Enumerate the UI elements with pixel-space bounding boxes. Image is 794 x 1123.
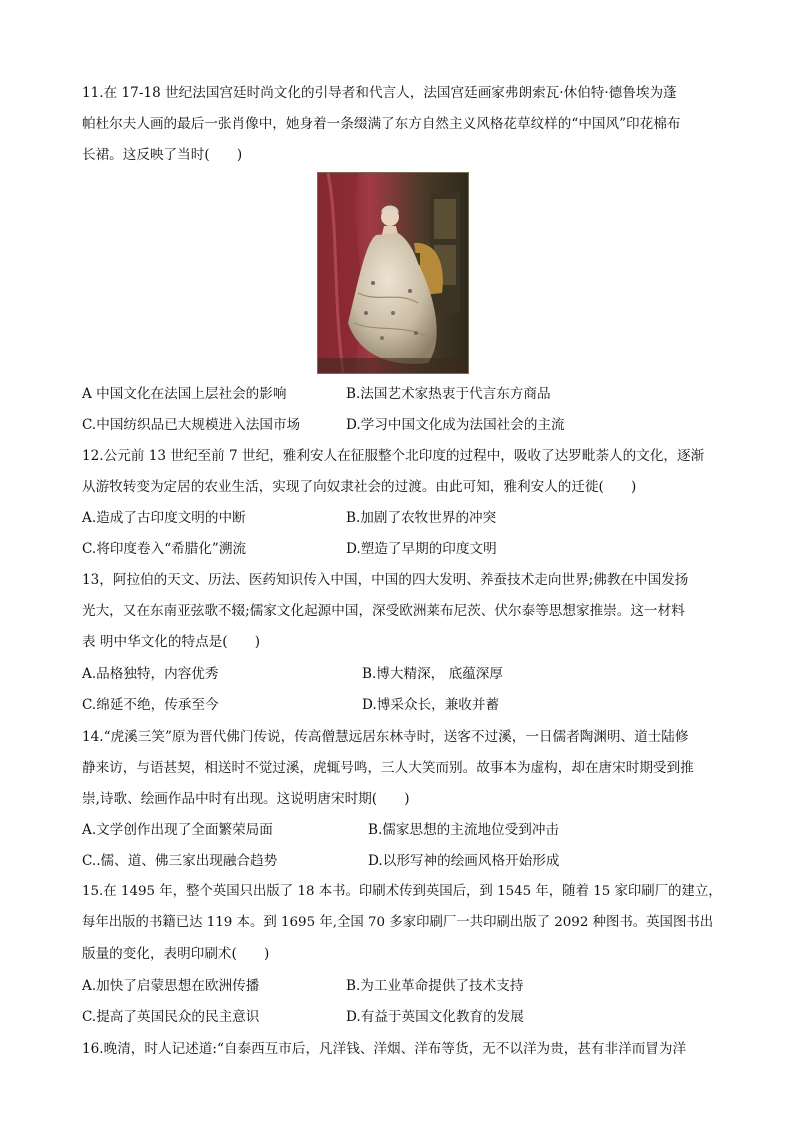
q15-option-b: B.为工业革命提供了技术支持 bbox=[346, 978, 524, 994]
q13-line-1: 13，阿拉伯的天文、历法、医药知识传入中国，中国的四大发明、养蚕技术走向世界;佛教在中国发扬 bbox=[82, 572, 689, 588]
q15-option-a: A.加快了启蒙思想在欧洲传播 bbox=[82, 978, 260, 994]
q12-line-2: 从游牧转变为定居的农业生活，实现了向奴隶社会的过渡。由此可知，雅利安人的迁徙( ) bbox=[82, 479, 637, 495]
q15-line-2: 每年出版的书籍已达 119 本。到 1695 年,全国 70 多家印刷厂一共印刷出版了 2092 种图书。英国图书出 bbox=[82, 915, 714, 930]
q11-line-3: 长裙。这反映了当时( ) bbox=[82, 147, 243, 163]
q12-line-1: 12.公元前 13 世纪至前 7 世纪，雅利安人在征服整个北印度的过程中，吸收了达罗毗荼人的文化，逐渐 bbox=[82, 448, 705, 464]
q13-option-a: A.品格独特，内容优秀 bbox=[82, 666, 219, 682]
q16-line-1: 16.晚清，时人记述道:“自泰西互市后，凡洋钱、洋烟、洋布等货，无不以洋为贵，甚有非洋而冒为洋 bbox=[82, 1041, 687, 1057]
q13-option-b: B.博大精深， 底蕴深厚 bbox=[362, 666, 503, 682]
q11-option-d: D.学习中国文化成为法国社会的主流 bbox=[346, 417, 565, 433]
q14-option-a: A.文学创作出现了全面繁荣局面 bbox=[82, 822, 273, 838]
q14-line-2: 静来访，与语甚契，相送时不觉过溪，虎辄号鸣，三人大笑而别。故事本为虚构，却在唐宋时期受到推 bbox=[82, 760, 694, 776]
q14-line-1: 14.“虎溪三笑”原为晋代佛门传说，传高僧慧远居东林寺时，送客不过溪，一日儒者陶渊明、道士陆修 bbox=[82, 729, 689, 745]
q12-option-d: D.塑造了早期的印度文明 bbox=[346, 541, 497, 557]
q11-option-b: B.法国艺术家热衷于代言东方商品 bbox=[346, 386, 551, 402]
q11-option-c: C.中国纺织品已大规模进入法国市场 bbox=[82, 417, 301, 433]
portrait-painting bbox=[318, 173, 468, 373]
q12-option-b: B.加剧了农牧世界的冲突 bbox=[346, 510, 497, 526]
q11-line-1: 11.在 17-18 世纪法国宫廷时尚文化的引导者和代言人，法国宫廷画家弗朗索瓦·休伯特·德鲁埃为蓬 bbox=[82, 85, 677, 101]
q12-option-a: A.造成了古印度文明的中断 bbox=[82, 510, 246, 526]
q15-option-d: D.有益于英国文化教育的发展 bbox=[346, 1009, 524, 1025]
q13-line-2: 光大，又在东南亚弦歌不辍;儒家文化起源中国，深受欧洲莱布尼茨、伏尔泰等思想家推崇。这一材料 bbox=[82, 603, 685, 619]
q15-line-3: 版量的变化，表明印刷术( ) bbox=[82, 946, 270, 962]
q15-option-c: C.提高了英国民众的民主意识 bbox=[82, 1009, 260, 1025]
q13-option-c: C.绵延不绝，传承至今 bbox=[82, 697, 219, 713]
q11-line-2: 帕杜尔夫人画的最后一张肖像中，她身着一条缀满了东方自然主义风格花草纹样的“中国风”印花棉布 bbox=[82, 116, 681, 132]
q12-option-c: C.将印度卷入“希腊化”溯流 bbox=[82, 541, 247, 557]
q15-line-1: 15.在 1495 年，整个英国只出版了 18 本书。印刷术传到英国后，到 1545 年，随着 15 家印刷厂的建立， bbox=[82, 884, 722, 899]
q11-option-a: A 中国文化在法国上层社会的影响 bbox=[82, 386, 287, 402]
portrait-image bbox=[317, 172, 469, 374]
q14-option-d: D.以形写神的绘画风格开始形成 bbox=[368, 853, 560, 869]
q13-line-3: 表 明中华文化的特点是( ) bbox=[82, 634, 261, 650]
q13-option-d: D.博采众长，兼收并蓄 bbox=[362, 697, 500, 713]
q14-line-3: 崇,诗歌、绘画作品中时有出现。这说明唐宋时期( ) bbox=[82, 791, 410, 807]
q14-option-b: B.儒家思想的主流地位受到冲击 bbox=[368, 822, 560, 838]
q14-option-c: C..儒、道、佛三家出现融合趋势 bbox=[82, 853, 278, 869]
